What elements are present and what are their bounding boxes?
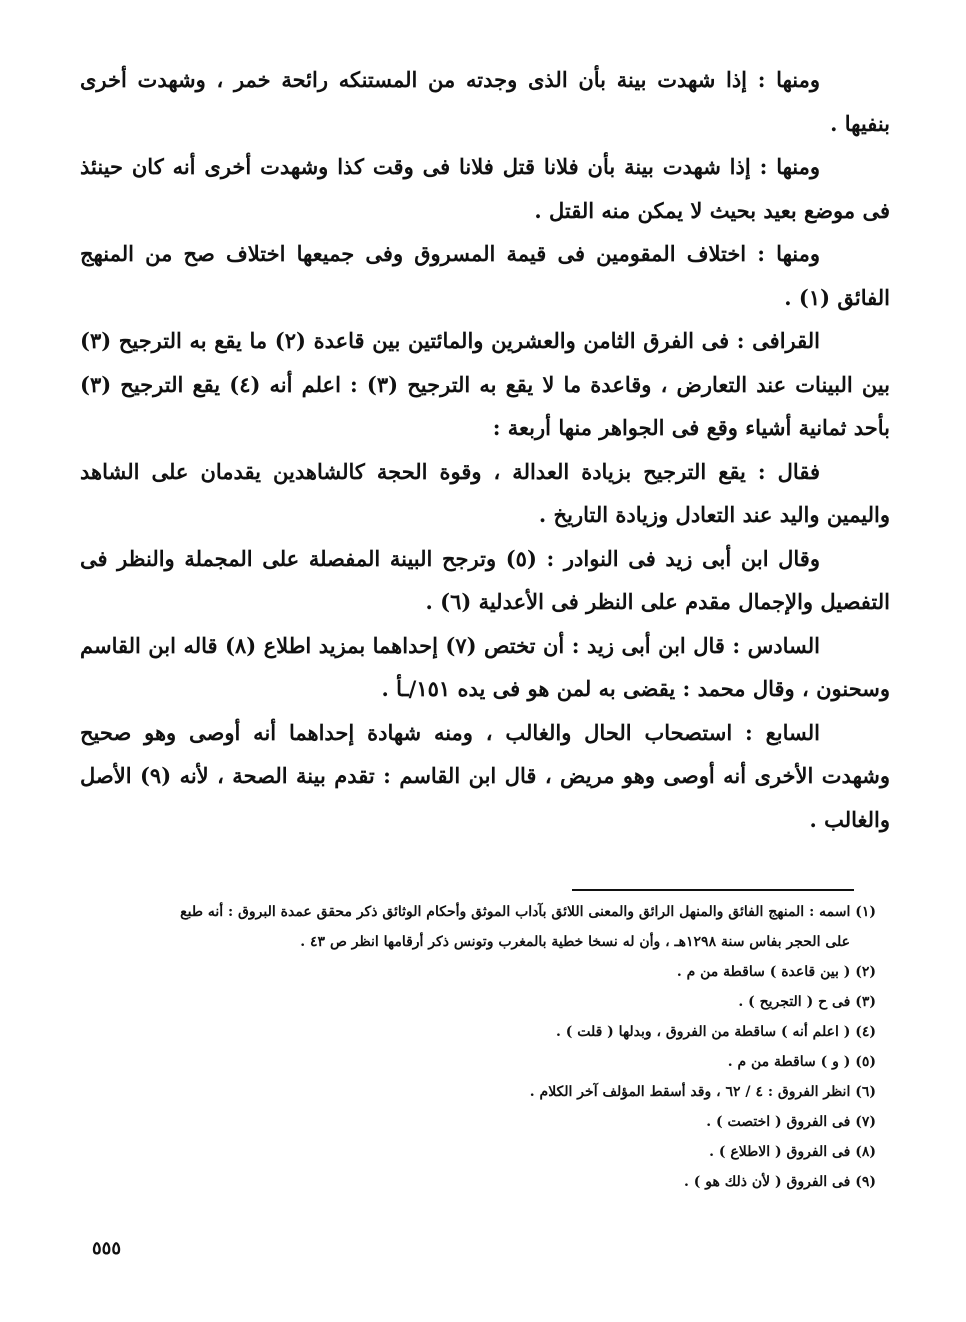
footnote-2: (٢) ( بين قاعدة ) ساقطة من م . (676, 964, 876, 980)
footnote-8: (٨) فى الفروق ( الاطلاع ) . (709, 1144, 876, 1160)
footnote-7: (٧) فى الفروق ( اختصت ) . (706, 1114, 876, 1130)
paragraph-2: ومنها : إذا شهدت بينة بأن فلانا قتل فلانا فى وقت كذا وشهدت أخرى أنه كان حينئذ فى موضع بعيد بحيث لا يمكن منه القتل . (80, 154, 890, 223)
footnote-1: (١) اسمه : المنهج الفائق والمنهل الرائق والمعنى اللائق بآداب الموثق وأحكام الوثائق ذكر محقق عمدة البروق : أنه طبع (180, 904, 876, 920)
paragraph-8: السابع : استصحاب الحال والغالب ، ومنه شهادة إحداهما أنه أوصى وهو صحيح وشهدت الأخرى أنه أوصى وهو مريض ، قال ابن القاسم : تقدم بينة الصحة ، لأنه (٩) الأصل والغالب . (80, 719, 890, 832)
paragraph-1: ومنها : إذا شهدت بينة بأن الذى وجدته من المستنكه رائحة خمر ، وشهدت أخرى بنفيها . (80, 67, 890, 136)
footnote-5: (٥) ( و ) ساقطة من م . (727, 1054, 876, 1070)
footnote-divider (572, 889, 854, 891)
footnote-1-line-2: على الحجر بفاس سنة ١٢٩٨هـ ، وأن له نسخا خطية بالمغرب وتونس ذكر أرقامها انظر ص ٤٣ . (300, 934, 850, 950)
footnote-4: (٤) ( اعلم أنه ) ساقطة من الفروق ، وبدلها ( قلت ) . (555, 1024, 876, 1040)
paragraph-5: فقال : يقع الترجيح بزيادة العدالة ، وقوة الحجة كالشاهدين يقدمان على الشاهد واليمين واليد عند التعادل وزيادة التاريخ . (80, 458, 890, 527)
paragraph-4: القرافى : فى الفرق الثامن والعشرين والمائتين بين قاعدة (٢) ما يقع به الترجيح (٣) بين البينات عند التعارض ، وقاعدة ما لا يقع به الترجيح (٣) : اعلم أنه (٤) يقع الترجيح (٣) بأحد ثمانية أشياء وقع فى الجواهر منها أربعة : (80, 328, 890, 440)
main-text (80, 58, 890, 841)
footnote-3: (٣) فى ح ( التجريح ) . (738, 994, 876, 1010)
page-number: ٥٥٥ (92, 1238, 122, 1259)
paragraph-7: السادس : قال ابن أبى زيد : أن تختص (٧) إحداهما بمزيد اطلاع (٨) قاله ابن القاسم وسحنون ، وقال محمد : يقضى به لمن هو فى يده ١٥١/ـأ . (80, 632, 890, 701)
paragraph-6: وقال ابن أبى زيد فى النوادر : (٥) وترجح البينة المفصلة على المجملة والنظر فى التفصيل والإجمال مقدم على النظر فى الأعدلية (٦) . (80, 545, 890, 614)
footnote-9: (٩) فى الفروق ( لأن ذلك هو ) . (683, 1174, 876, 1190)
footnote-6: (٦) انظر الفروق : ٤ / ٦٢ ، وقد أسقط المؤلف آخر الكلام . (529, 1084, 876, 1100)
footnote-1-continued (86, 927, 876, 957)
footnotes (86, 897, 876, 1197)
paragraph-3: ومنها : اختلاف المقومين فى قيمة المسروق وفى جميعها اختلاف صح من المنهج الفائق (١) . (80, 241, 890, 310)
